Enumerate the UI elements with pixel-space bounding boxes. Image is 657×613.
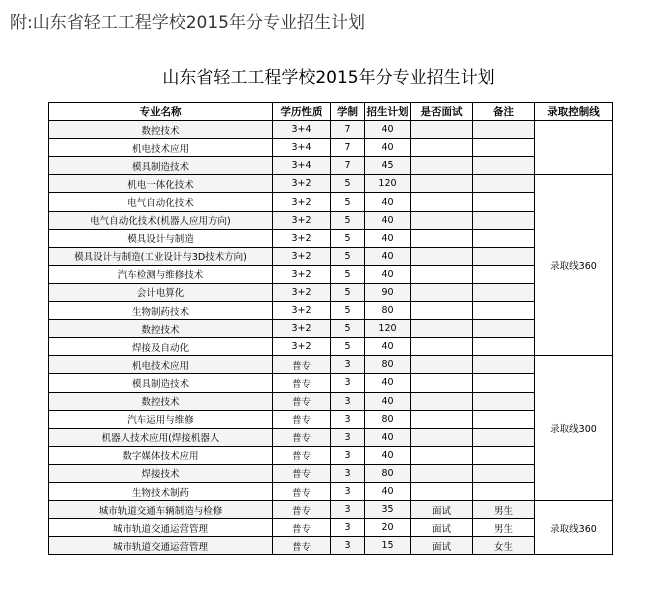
education-type-cell: 3+2 — [273, 283, 331, 301]
major-name-cell: 机电技术应用 — [49, 356, 273, 374]
major-name-cell: 模具设计与制造(工业设计与3D技术方向) — [49, 247, 273, 265]
major-name-cell: 汽车运用与维修 — [49, 410, 273, 428]
enrollment-plan-cell: 40 — [365, 265, 411, 283]
enrollment-plan-cell: 120 — [365, 175, 411, 193]
education-type-cell: 3+2 — [273, 193, 331, 211]
years-cell: 3 — [331, 519, 365, 537]
years-cell: 3 — [331, 356, 365, 374]
table-row — [49, 302, 613, 320]
major-name-cell: 机电技术应用 — [49, 139, 273, 157]
major-name-cell: 数字媒体技术应用 — [49, 446, 273, 464]
interview-cell — [411, 320, 473, 338]
education-type-cell: 3+2 — [273, 338, 331, 356]
table-row — [49, 392, 613, 410]
major-name-cell: 生物制药技术 — [49, 302, 273, 320]
note-cell — [473, 338, 535, 356]
enrollment-plan-cell: 40 — [365, 247, 411, 265]
table-row — [49, 356, 613, 374]
major-name-cell: 模具设计与制造 — [49, 229, 273, 247]
years-cell: 3 — [331, 410, 365, 428]
note-cell — [473, 302, 535, 320]
enrollment-plan-cell: 90 — [365, 283, 411, 301]
column-header-years: 学制 — [331, 103, 365, 121]
years-cell: 3 — [331, 537, 365, 555]
education-type-cell: 普专 — [273, 374, 331, 392]
years-cell: 5 — [331, 247, 365, 265]
control-line-cell: 录取线300 — [535, 356, 613, 501]
major-name-cell: 焊接技术 — [49, 464, 273, 482]
enrollment-plan-cell: 35 — [365, 501, 411, 519]
table-row — [49, 338, 613, 356]
note-cell — [473, 121, 535, 139]
table-row — [49, 247, 613, 265]
years-cell: 5 — [331, 320, 365, 338]
table-row — [49, 193, 613, 211]
note-cell — [473, 482, 535, 500]
enrollment-plan-cell: 80 — [365, 356, 411, 374]
years-cell: 3 — [331, 482, 365, 500]
years-cell: 3 — [331, 428, 365, 446]
enrollment-plan-table — [48, 102, 613, 555]
interview-cell — [411, 211, 473, 229]
table-title: 山东省轻工工程学校2015年分专业招生计划 — [162, 68, 495, 88]
table-row — [49, 283, 613, 301]
years-cell: 5 — [331, 283, 365, 301]
major-name-cell: 数控技术 — [49, 121, 273, 139]
enrollment-plan-cell: 40 — [365, 482, 411, 500]
enrollment-plan-cell: 80 — [365, 302, 411, 320]
note-cell — [473, 392, 535, 410]
note-cell — [473, 175, 535, 193]
table-body — [49, 121, 613, 555]
years-cell: 5 — [331, 193, 365, 211]
years-cell: 5 — [331, 265, 365, 283]
note-cell — [473, 320, 535, 338]
table-row — [49, 519, 613, 537]
note-cell — [473, 374, 535, 392]
major-name-cell: 机器人技术应用(焊接机器人 — [49, 428, 273, 446]
enrollment-plan-cell: 40 — [365, 211, 411, 229]
interview-cell — [411, 229, 473, 247]
major-name-cell: 模具制造技术 — [49, 157, 273, 175]
years-cell: 5 — [331, 229, 365, 247]
education-type-cell: 3+2 — [273, 302, 331, 320]
interview-cell — [411, 428, 473, 446]
column-header-control-line: 录取控制线 — [535, 103, 613, 121]
education-type-cell: 普专 — [273, 501, 331, 519]
column-header-note: 备注 — [473, 103, 535, 121]
enrollment-plan-cell: 15 — [365, 537, 411, 555]
enrollment-plan-cell: 20 — [365, 519, 411, 537]
table-header-row — [49, 103, 613, 121]
enrollment-plan-cell: 40 — [365, 446, 411, 464]
note-cell — [473, 464, 535, 482]
interview-cell — [411, 464, 473, 482]
note-cell — [473, 229, 535, 247]
years-cell: 3 — [331, 464, 365, 482]
note-cell — [473, 193, 535, 211]
education-type-cell: 3+4 — [273, 139, 331, 157]
table-row — [49, 482, 613, 500]
note-cell — [473, 283, 535, 301]
table-row — [49, 229, 613, 247]
column-header-major: 专业名称 — [49, 103, 273, 121]
column-header-education-type: 学历性质 — [273, 103, 331, 121]
table-row — [49, 410, 613, 428]
years-cell: 5 — [331, 175, 365, 193]
major-name-cell: 城市轨道交通运营管理 — [49, 537, 273, 555]
years-cell: 7 — [331, 157, 365, 175]
note-cell: 男生 — [473, 501, 535, 519]
table-row — [49, 501, 613, 519]
interview-cell: 面试 — [411, 519, 473, 537]
enrollment-plan-cell: 40 — [365, 374, 411, 392]
table-row — [49, 211, 613, 229]
note-cell — [473, 247, 535, 265]
note-cell — [473, 265, 535, 283]
interview-cell — [411, 482, 473, 500]
major-name-cell: 模具制造技术 — [49, 374, 273, 392]
enrollment-plan-cell: 40 — [365, 229, 411, 247]
table-row — [49, 265, 613, 283]
note-cell — [473, 410, 535, 428]
control-line-cell: 录取线360 — [535, 501, 613, 555]
note-cell — [473, 157, 535, 175]
table-row — [49, 175, 613, 193]
years-cell: 7 — [331, 139, 365, 157]
major-name-cell: 生物技术制药 — [49, 482, 273, 500]
education-type-cell: 3+2 — [273, 229, 331, 247]
major-name-cell: 电气自动化技术(机器人应用方向) — [49, 211, 273, 229]
control-line-cell: 录取线360 — [535, 175, 613, 356]
years-cell: 3 — [331, 374, 365, 392]
interview-cell — [411, 247, 473, 265]
years-cell: 5 — [331, 302, 365, 320]
years-cell: 3 — [331, 501, 365, 519]
education-type-cell: 3+2 — [273, 265, 331, 283]
education-type-cell: 3+2 — [273, 320, 331, 338]
control-line-cell — [535, 121, 613, 175]
interview-cell — [411, 338, 473, 356]
major-name-cell: 城市轨道交通运营管理 — [49, 519, 273, 537]
interview-cell: 面试 — [411, 501, 473, 519]
page-heading: 附:山东省轻工工程学校2015年分专业招生计划 — [10, 13, 365, 33]
table-row — [49, 374, 613, 392]
major-name-cell: 电气自动化技术 — [49, 193, 273, 211]
major-name-cell: 数控技术 — [49, 320, 273, 338]
enrollment-plan-cell: 40 — [365, 428, 411, 446]
education-type-cell: 普专 — [273, 464, 331, 482]
table-row — [49, 320, 613, 338]
years-cell: 5 — [331, 211, 365, 229]
education-type-cell: 3+4 — [273, 157, 331, 175]
table-row — [49, 157, 613, 175]
interview-cell — [411, 374, 473, 392]
note-cell: 女生 — [473, 537, 535, 555]
enrollment-table-container — [48, 102, 612, 555]
major-name-cell: 机电一体化技术 — [49, 175, 273, 193]
interview-cell: 面试 — [411, 537, 473, 555]
education-type-cell: 普专 — [273, 428, 331, 446]
interview-cell — [411, 265, 473, 283]
note-cell — [473, 356, 535, 374]
education-type-cell: 普专 — [273, 482, 331, 500]
enrollment-plan-cell: 40 — [365, 392, 411, 410]
note-cell: 男生 — [473, 519, 535, 537]
enrollment-plan-cell: 40 — [365, 139, 411, 157]
interview-cell — [411, 392, 473, 410]
interview-cell — [411, 193, 473, 211]
major-name-cell: 焊接及自动化 — [49, 338, 273, 356]
interview-cell — [411, 283, 473, 301]
education-type-cell: 普专 — [273, 519, 331, 537]
years-cell: 7 — [331, 121, 365, 139]
interview-cell — [411, 121, 473, 139]
table-row — [49, 428, 613, 446]
table-row — [49, 446, 613, 464]
note-cell — [473, 139, 535, 157]
table-row — [49, 537, 613, 555]
education-type-cell: 3+2 — [273, 247, 331, 265]
table-row — [49, 464, 613, 482]
table-row — [49, 139, 613, 157]
interview-cell — [411, 446, 473, 464]
interview-cell — [411, 410, 473, 428]
enrollment-plan-cell: 40 — [365, 193, 411, 211]
interview-cell — [411, 302, 473, 320]
column-header-enrollment-plan: 招生计划 — [365, 103, 411, 121]
enrollment-plan-cell: 40 — [365, 338, 411, 356]
interview-cell — [411, 139, 473, 157]
years-cell: 3 — [331, 446, 365, 464]
years-cell: 5 — [331, 338, 365, 356]
enrollment-plan-cell: 80 — [365, 464, 411, 482]
major-name-cell: 汽车检测与维修技术 — [49, 265, 273, 283]
education-type-cell: 普专 — [273, 446, 331, 464]
education-type-cell: 3+4 — [273, 121, 331, 139]
major-name-cell: 会计电算化 — [49, 283, 273, 301]
education-type-cell: 普专 — [273, 356, 331, 374]
major-name-cell: 城市轨道交通车辆制造与检修 — [49, 501, 273, 519]
enrollment-plan-cell: 80 — [365, 410, 411, 428]
note-cell — [473, 211, 535, 229]
note-cell — [473, 428, 535, 446]
interview-cell — [411, 175, 473, 193]
enrollment-plan-cell: 45 — [365, 157, 411, 175]
years-cell: 3 — [331, 392, 365, 410]
education-type-cell: 普专 — [273, 392, 331, 410]
note-cell — [473, 446, 535, 464]
interview-cell — [411, 157, 473, 175]
interview-cell — [411, 356, 473, 374]
table-row — [49, 121, 613, 139]
major-name-cell: 数控技术 — [49, 392, 273, 410]
education-type-cell: 3+2 — [273, 211, 331, 229]
education-type-cell: 普专 — [273, 537, 331, 555]
enrollment-plan-cell: 40 — [365, 121, 411, 139]
column-header-interview: 是否面试 — [411, 103, 473, 121]
enrollment-plan-cell: 120 — [365, 320, 411, 338]
education-type-cell: 普专 — [273, 410, 331, 428]
education-type-cell: 3+2 — [273, 175, 331, 193]
